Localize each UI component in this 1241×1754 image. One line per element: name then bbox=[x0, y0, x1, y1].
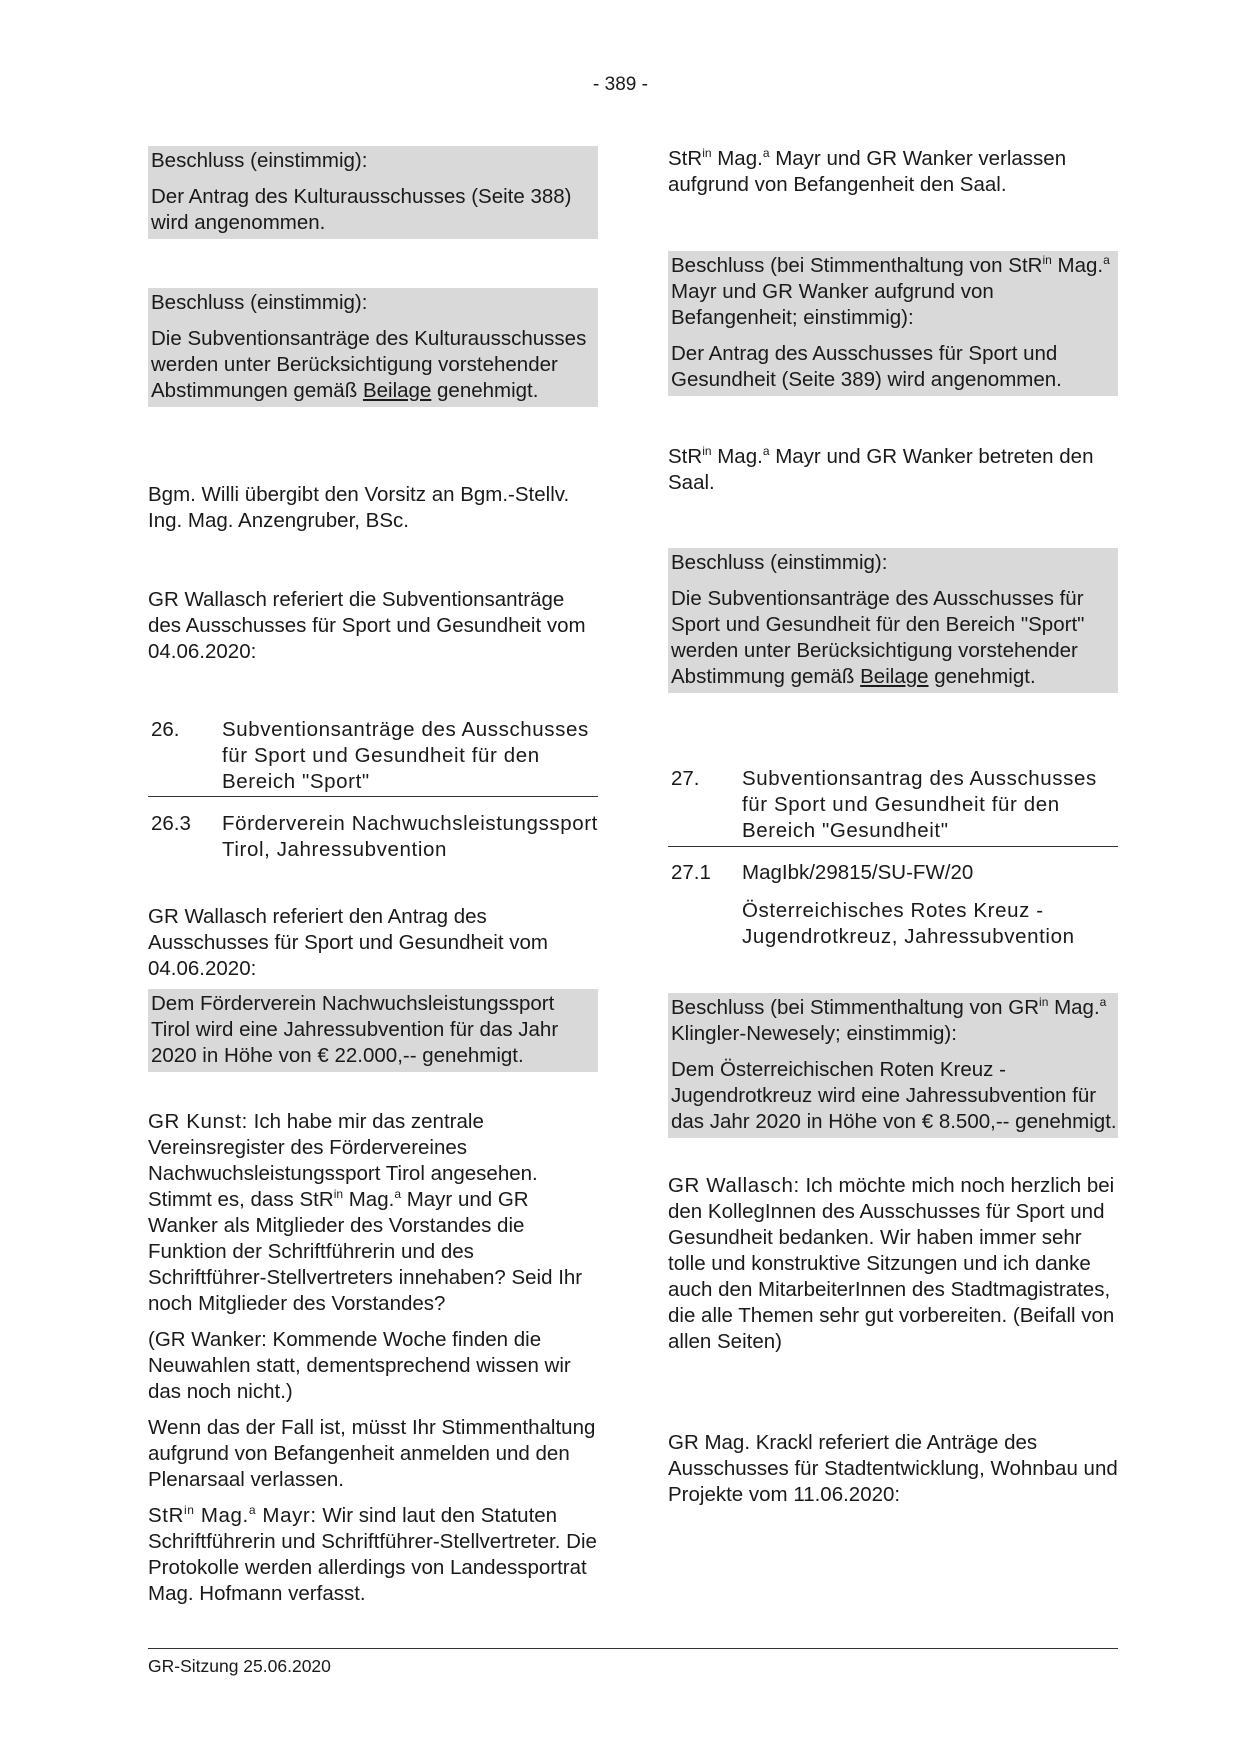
resolution-text: Die Subventionsanträge des Kulturausschusses werden unter Berücksichtigung vorstehender Abstimmungen gemäß Beilage genehmigt. bbox=[151, 327, 587, 402]
agenda-item-reference: MagIbk/29815/SU-FW/20 bbox=[742, 861, 974, 884]
resolution-text: Dem Österreichischen Roten Kreuz - Jugendrotkreuz wird eine Jahressubvention für das Jahr 2020 in Höhe von € 8.500,-- genehmigt. bbox=[671, 1058, 1117, 1133]
agenda-item-number: 26. bbox=[151, 718, 180, 741]
speaker-name: GR Wallasch: bbox=[668, 1174, 800, 1197]
agenda-item-number: 26.3 bbox=[151, 812, 191, 835]
speaker-name: StR$^{in}$ Mag.$^a$ Mayr: bbox=[148, 1503, 317, 1527]
resolution-text: Dem Förderverein Nachwuchsleistungssport Tirol wird eine Jahressubvention für das Jahr 2020 in Höhe von € 22.000,-- genehmigt. bbox=[151, 992, 559, 1067]
resolution-text: Der Antrag des Ausschusses für Sport und Gesundheit (Seite 389) wird angenommen. bbox=[671, 342, 1062, 391]
agenda-divider bbox=[668, 846, 1118, 847]
enter-room-paragraph: StR$^{in}$ Mag.$^a$ Mayr und GR Wanker betreten den Saal. bbox=[668, 444, 1094, 494]
agenda-item-title: Förderverein Nachwuchsleistungssport Tirol, Jahressubvention bbox=[222, 812, 598, 861]
resolution-text: Die Subventionsanträge des Ausschusses für Sport und Gesundheit für den Bereich "Sport" werden unter Berücksichtigung vorstehender Abstimmung gemäß Beilage genehmigt. bbox=[671, 587, 1085, 688]
report-krackl-paragraph: GR Mag. Krackl referiert die Anträge des Ausschusses für Stadtentwicklung, Wohnbau und Projekte vom 11.06.2020: bbox=[668, 1431, 1118, 1506]
resolution-heading: Beschluss (bei Stimmenthaltung von $GR^{in}$ Mag.$^a$ Klingler-Newesely; einstimmig): bbox=[671, 995, 1107, 1045]
agenda-item-27-1 bbox=[668, 860, 1118, 980]
speech-kunst: GR Kunst: Ich habe mir das zentrale Vereinsregister des Fördervereines Nachwuchsleistungssport Tirol angesehen. Stimmt es, dass StR$^{in}$ Mag.$^a$ Mayr und GR Wanker als Mitglieder des Vorstandes die Funktion der Schriftführerin und des Schriftführer-Stellvertreters innehaben? Seid Ihr noch Mitglieder des Vorstandes? (GR Wanker: Kommende Woche finden die Neuwahlen statt, dementsprechend wissen wir das noch nicht.) Wenn das der Fall ist, müsst Ihr Stimmenthaltung aufgrund von Befangenheit anmelden und den Plenarsaal verlassen. StR$^{in}$ Mag.$^a$ Mayr: Wir sind laut den Statuten Schriftführerin und Schriftführer-Stellvertreter. Die Protokolle werden allerdings von Landessportrat Mag. Hofmann verfasst. bbox=[148, 1110, 597, 1605]
resolution-heading: Beschluss (einstimmig): bbox=[151, 149, 368, 172]
resolution-heading: Beschluss (einstimmig): bbox=[151, 291, 368, 314]
speech-wallasch: GR Wallasch: Ich möchte mich noch herzlich bei den KollegInnen des Ausschusses für Sport und Gesundheit bedanken. Wir haben immer sehr tolle und konstruktive Sitzungen und ich danke auch den MitarbeiterInnen des Stadtmagistrates, die alle Themen sehr gut vorbereiten. (Beifall von allen Seiten) bbox=[668, 1174, 1115, 1353]
resolution-block-27-1 bbox=[668, 993, 1118, 1138]
resolution-block-26-3 bbox=[148, 989, 598, 1072]
agenda-item-number: 27. bbox=[671, 767, 700, 790]
agenda-item-title: Österreichisches Rotes Kreuz - Jugendrotkreuz, Jahressubvention bbox=[742, 899, 1075, 948]
resolution-block-sport bbox=[668, 251, 1118, 396]
agenda-item-title: Subventionsantrag des Ausschusses für Sport und Gesundheit für den Bereich "Gesundheit" bbox=[742, 767, 1097, 842]
footer-session-date: GR-Sitzung 25.06.2020 bbox=[148, 1656, 331, 1676]
agenda-item-27 bbox=[668, 766, 1118, 846]
agenda-item-26-3 bbox=[148, 811, 598, 891]
resolution-block-culture bbox=[148, 146, 598, 239]
chair-handover-paragraph: Bgm. Willi übergibt den Vorsitz an Bgm.-Stellv. Ing. Mag. Anzengruber, BSc. bbox=[148, 483, 570, 532]
resolution-block-sport-subsidies bbox=[668, 548, 1118, 693]
agenda-divider bbox=[148, 796, 598, 797]
agenda-item-title: Subventionsanträge des Ausschusses für Sport und Gesundheit für den Bereich "Sport" bbox=[222, 718, 589, 793]
interjection: (GR Wanker: Kommende Woche finden die Neuwahlen statt, dementsprechend wissen wir das noch nicht.) bbox=[148, 1328, 571, 1403]
resolution-text: Der Antrag des Kulturausschusses (Seite 388) wird angenommen. bbox=[151, 185, 572, 234]
agenda-item-26 bbox=[148, 717, 598, 797]
resolution-heading: Beschluss (einstimmig): bbox=[671, 551, 888, 574]
attachment-link[interactable]: Beilage bbox=[362, 379, 432, 402]
resolution-heading: Beschluss (bei Stimmenthaltung von StR$^{in}$ Mag.$^a$ Mayr und GR Wanker aufgrund von Befangenheit; einstimmig): bbox=[671, 253, 1110, 329]
resolution-block-culture-subsidies bbox=[148, 288, 598, 407]
attachment-link[interactable]: Beilage bbox=[860, 665, 929, 688]
speaker-name: GR Kunst: bbox=[148, 1110, 248, 1133]
footer-divider bbox=[148, 1648, 1118, 1649]
report-intro-paragraph: GR Wallasch referiert die Subventionsanträge des Ausschusses für Sport und Gesundheit vom 04.06.2020: bbox=[148, 588, 586, 663]
leave-room-paragraph: StR$^{in}$ Mag.$^a$ Mayr und GR Wanker verlassen aufgrund von Befangenheit den Saal. bbox=[668, 146, 1067, 196]
report-paragraph: GR Wallasch referiert den Antrag des Ausschusses für Sport und Gesundheit vom 04.06.2020: bbox=[148, 905, 548, 980]
page-number: - 389 - bbox=[593, 74, 648, 95]
agenda-item-number: 27.1 bbox=[671, 861, 711, 884]
